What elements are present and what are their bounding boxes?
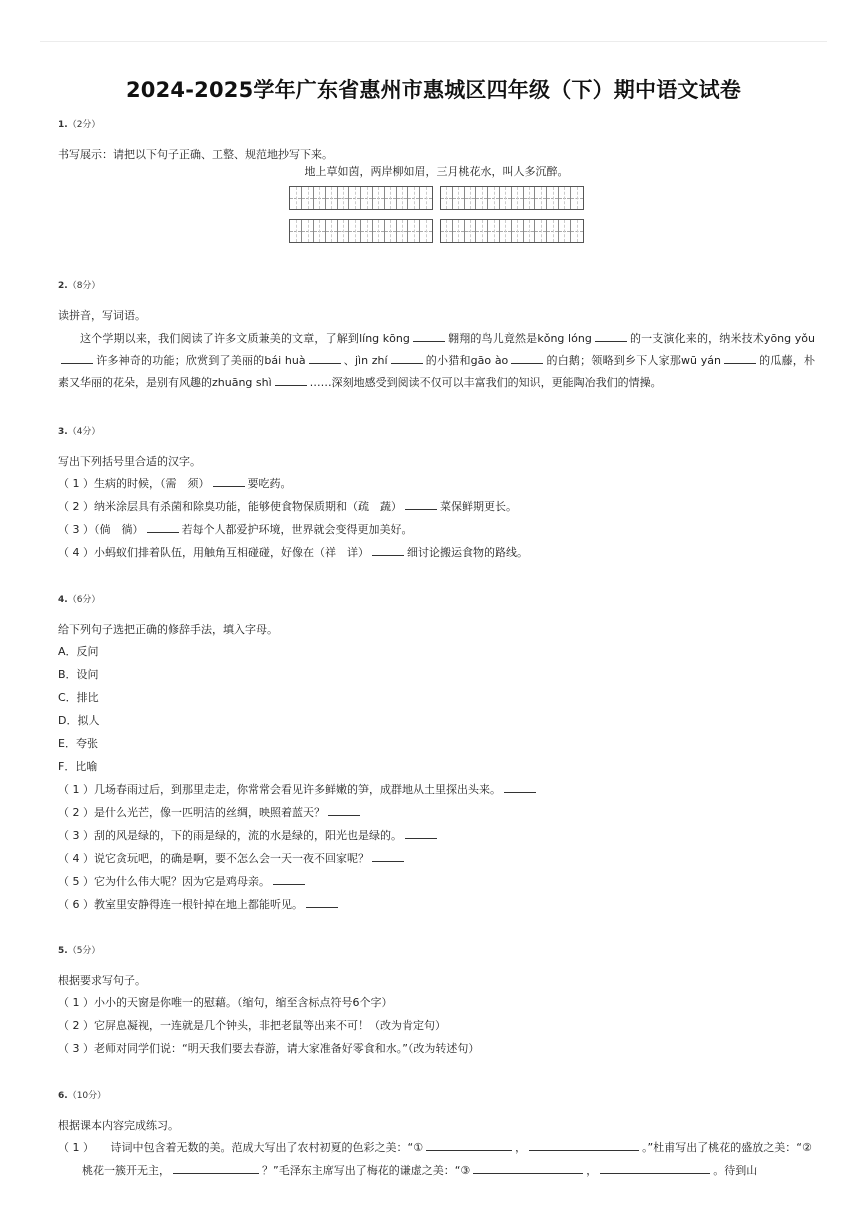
question-3-header: [58, 425, 815, 439]
option-a: A．反问: [58, 645, 99, 658]
answer-blank[interactable]: [595, 330, 627, 342]
sub-question: （ 1 ）小小的天窗是你唯一的慰藉。（缩句，缩至含标点符号6个字）: [58, 996, 393, 1009]
sub-question-text: ，: [515, 1141, 527, 1154]
sub-question-text: 。待到山: [713, 1164, 758, 1177]
sub-question-text: （ 4 ）小蚂蚁们排着队伍，用触角互相碰碰，好像在（祥 详）: [58, 546, 369, 559]
sub-question-text: （ 2 ）纳米涂层具有杀菌和除臭功能，能够使食物保质期和（疏 蔬）: [58, 500, 402, 513]
answer-blank[interactable]: [504, 781, 536, 793]
answer-blank[interactable]: [273, 873, 305, 885]
question-number: 1.: [58, 120, 68, 130]
sub-question-text: 菜保鲜期更长。: [440, 500, 517, 513]
question-3: [58, 425, 815, 564]
answer-blank[interactable]: [391, 352, 423, 364]
sub-question-text: （ 3 ）（倘 徜）: [58, 523, 144, 536]
sub-question: （ 2 ）它屏息凝视，一连就是几个钟头，非把老鼠等出来不可！（改为肯定句）: [58, 1019, 446, 1032]
sub-question-text: ？”毛泽东主席写出了梅花的谦虚之美：“③: [262, 1164, 471, 1177]
writing-grid[interactable]: [289, 219, 433, 243]
question-number: 6.: [58, 1091, 68, 1101]
answer-blank[interactable]: [275, 374, 307, 386]
option-e: E．夸张: [58, 737, 98, 750]
passage-text: 许多神奇的功能；欣赏到了美丽的bái huà: [96, 354, 306, 367]
top-divider: [40, 41, 827, 42]
answer-blank[interactable]: [405, 827, 437, 839]
question-5: [58, 944, 815, 1060]
option-d: D．拟人: [58, 714, 100, 727]
passage-text: 翱翔的鸟儿竟然是kǒng lóng: [447, 332, 592, 345]
option-b: B．设问: [58, 668, 99, 681]
question-5-header: [58, 944, 815, 958]
question-4: [58, 593, 815, 916]
question-4-header: [58, 593, 815, 607]
sub-question-text: （ 6 ）教室里安静得连一根针掉在地上都能听见。: [58, 898, 303, 911]
writing-grid-row-2: [58, 219, 815, 243]
sub-question-text: ，: [586, 1164, 598, 1177]
sub-question-text: （ 3 ）刮的风是绿的，下的雨是绿的，流的水是绿的，阳光也是绿的。: [58, 829, 402, 842]
answer-blank[interactable]: [529, 1139, 639, 1151]
passage-text: 的瓜藤，朴素又华丽的花朵，是别有风趣的zhuāng shì: [58, 354, 816, 389]
question-1-instruction: 书写展示：请把以下句子正确、工整、规范地抄写下来。: [58, 148, 333, 161]
question-4-instruction: 给下列句子选把正确的修辞手法，填入字母。: [58, 623, 278, 636]
question-score: （6分）: [67, 595, 101, 605]
sub-question-text: 若每个人都爱护环境，世界就会变得更加美好。: [181, 523, 413, 536]
question-score: （10分）: [67, 1091, 107, 1101]
writing-grid[interactable]: [440, 186, 584, 210]
sub-question: [58, 893, 815, 916]
passage-text: 的一支演化来的，纳米技术yōng yǒu: [629, 332, 816, 345]
answer-blank[interactable]: [511, 352, 543, 364]
sub-question: [58, 472, 815, 495]
answer-blank[interactable]: [600, 1162, 710, 1174]
question-2-header: [58, 279, 815, 293]
question-score: （8分）: [67, 281, 101, 291]
sub-question-text: （ 1 ）生病的时候，（需 须）: [58, 477, 210, 490]
sub-question-text: 细讨论搬运食物的路线。: [407, 546, 528, 559]
answer-blank[interactable]: [328, 804, 360, 816]
question-score: （2分）: [67, 120, 101, 130]
sub-question: [58, 870, 815, 893]
writing-grid[interactable]: [289, 186, 433, 210]
sub-question-text: （ 4 ）说它贪玩吧，的确是啊，要不怎么会一天一夜不回家呢？: [58, 852, 369, 865]
sub-question: [58, 847, 815, 870]
answer-blank[interactable]: [173, 1162, 259, 1174]
passage-text: 的小猎和gāo ào: [425, 354, 509, 367]
sub-question: [58, 1136, 815, 1182]
passage-text: 的白鹅；领略到乡下人家那wū yán: [546, 354, 721, 367]
question-6: [58, 1089, 815, 1182]
answer-blank[interactable]: [724, 352, 756, 364]
answer-blank[interactable]: [426, 1139, 512, 1151]
passage-text: 这个学期以来，我们阅读了许多文质兼美的文章，了解到líng kōng: [80, 332, 410, 345]
question-1-header: [58, 118, 815, 132]
pinyin-passage: [58, 328, 815, 394]
sub-question: [58, 801, 815, 824]
question-number: 5.: [58, 946, 68, 956]
passage-text: 、jìn zhí: [343, 354, 388, 367]
question-number: 2.: [58, 281, 68, 291]
question-score: （5分）: [67, 946, 101, 956]
sub-question-text: （ 1 ） 诗词中包含着无数的美。范成大写出了农村初夏的色彩之美：“①: [58, 1141, 424, 1154]
passage-text: ……深刻地感受到阅读不仅可以丰富我们的知识，更能陶冶我们的情操。: [309, 376, 662, 389]
answer-blank[interactable]: [413, 330, 445, 342]
sub-question-text: 。”杜甫写出了桃花的盛放之美：“②桃花一簇开无主，: [82, 1141, 812, 1177]
answer-blank[interactable]: [306, 896, 338, 908]
sub-question: [58, 541, 815, 564]
sub-question-text: （ 5 ）它为什么伟大呢？因为它是鸡母亲。: [58, 875, 270, 888]
answer-blank[interactable]: [405, 498, 437, 510]
answer-blank[interactable]: [309, 352, 341, 364]
question-number: 4.: [58, 595, 68, 605]
writing-grid[interactable]: [440, 219, 584, 243]
question-3-instruction: 写出下列括号里合适的汉字。: [58, 455, 201, 468]
sub-question: [58, 778, 815, 801]
page-title: 2024-2025学年广东省惠州市惠城区四年级（下）期中语文试卷: [125, 78, 741, 102]
copy-sample-sentence: 地上草如茵，两岸柳如眉，三月桃花水，叫人多沉醉。: [304, 165, 569, 178]
question-2: [58, 279, 815, 394]
sub-question: （ 3 ）老师对同学们说：“明天我们要去春游，请大家准备好零食和水。”（改为转述句）: [58, 1042, 480, 1055]
sub-question: [58, 824, 815, 847]
answer-blank[interactable]: [473, 1162, 583, 1174]
answer-blank[interactable]: [147, 521, 179, 533]
option-c: C．排比: [58, 691, 99, 704]
writing-grid-row-1: [58, 186, 815, 210]
question-score: （4分）: [67, 427, 101, 437]
answer-blank[interactable]: [372, 850, 404, 862]
question-5-instruction: 根据要求写句子。: [58, 974, 146, 987]
answer-blank[interactable]: [372, 544, 404, 556]
question-1: [58, 118, 815, 243]
question-number: 3.: [58, 427, 68, 437]
sub-question-text: （ 1 ）几场春雨过后，到那里走走，你常常会看见许多鲜嫩的笋，成群地从土里探出头来。: [58, 783, 501, 796]
option-f: F．比喻: [58, 760, 98, 773]
sub-question: [58, 518, 815, 541]
sub-question-text: （ 2 ）是什么光芒，像一匹明洁的丝绸，映照着蓝天？: [58, 806, 325, 819]
sub-question: [58, 495, 815, 518]
question-2-instruction: 读拼音，写词语。: [58, 309, 146, 322]
answer-blank[interactable]: [61, 352, 93, 364]
question-6-header: [58, 1089, 815, 1103]
sub-question-text: 要吃药。: [247, 477, 292, 490]
question-6-instruction: 根据课本内容完成练习。: [58, 1119, 179, 1132]
answer-blank[interactable]: [213, 475, 245, 487]
